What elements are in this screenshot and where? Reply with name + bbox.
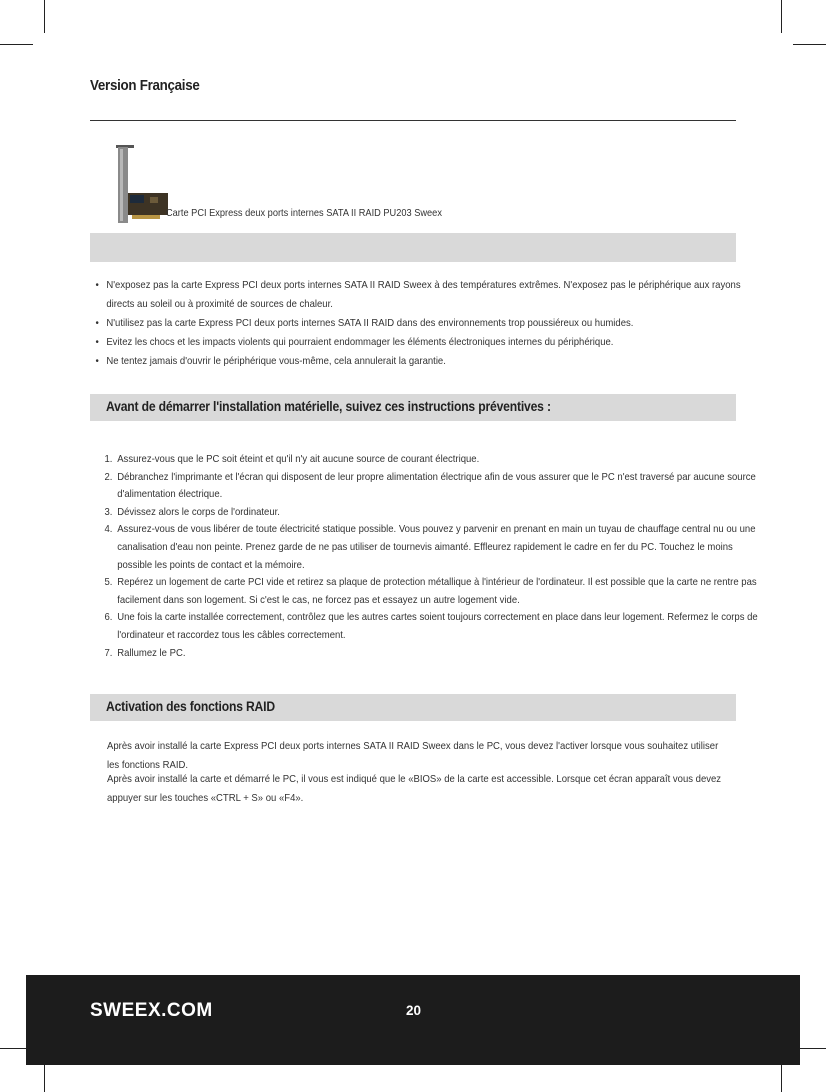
list-item: 6. Une fois la carte installée correctement, contrôlez que les autres cartes soient toujours correctement en place dans leur logement. Refermez le corps de l'ordinateur et raccordez tous les câbles correctement.	[104, 611, 758, 641]
raid-paragraph-1: Après avoir installé la carte Express PCI deux ports internes SATA II RAID Sweex dans le PC, vous devez l'activer lorsque vous souhaitez utiliser les fonctions RAID.	[107, 740, 719, 771]
list-item: 5. Repérez un logement de carte PCI vide et retirez sa plaque de protection métallique à l'intérieur de l'ordinateur. Il est possible que la carte ne rentre pas facilement dans son logement. Si c'est le cas, ne forcez pas et essayez un autre logement vide.	[104, 576, 757, 606]
crop-mark	[781, 0, 782, 33]
list-item: • Evitez les chocs et les impacts violents qui pourraient endommager les éléments électroniques internes du périphérique.	[90, 333, 752, 352]
brand-logo: SWEEX.COM	[90, 1000, 213, 1021]
page-footer	[26, 975, 800, 1065]
list-item: 2. Débranchez l'imprimante et l'écran qui disposent de leur propre alimentation électrique afin de vous assurer que le PC n'est traversé par aucune source d'alimentation électrique.	[104, 470, 756, 501]
raid-paragraph-2: Après avoir installé la carte et démarré le PC, il vous est indiqué que le «BIOS» de la carte est accessible. Lorsque cet écran apparaît vous devez appuyer sur les touches «CTRL + S» ou «F4».	[107, 773, 722, 804]
crop-mark	[0, 44, 33, 45]
crop-mark	[44, 0, 45, 33]
list-item: 1. Assurez-vous que le PC soit éteint et qu'il n'y ait aucune source de courant électrique.	[104, 453, 480, 465]
list-item: • N'exposez pas la carte Express PCI deux ports internes SATA II RAID Sweex à des températures extrêmes. N'exposez pas le périphérique aux rayons directs au soleil ou à proximité de sources de chaleur.	[90, 276, 752, 314]
list-item: 7. Rallumez le PC.	[104, 646, 186, 659]
section-band-preinstall	[90, 394, 736, 421]
preinstall-steps	[90, 451, 758, 662]
page-number: 20	[406, 1003, 422, 1018]
section-band-warnings	[90, 233, 736, 262]
list-item: 4. Assurez-vous de vous libérer de toute électricité statique possible. Vous pouvez y parvenir en prenant en main un tuyau de chauffage central nu ou une canalisation d'eau non peinte. Prenez garde de ne pas utiliser de tournevis aimanté. Effleurez rapidement le cadre en fer du PC. Touchez le moins possible les points de contact et la mémoire.	[104, 523, 756, 571]
section-title: Avant de démarrer l'installation matérielle, suivez ces instructions préventives :	[106, 399, 551, 414]
list-item: 3. Dévissez alors le corps de l'ordinateur.	[104, 505, 280, 518]
crop-mark	[793, 44, 826, 45]
page-language-title: Version Française	[90, 78, 200, 94]
list-item: • Ne tentez jamais d'ouvrir le périphérique vous-même, cela annulerait la garantie.	[90, 352, 752, 371]
list-item: • N'utilisez pas la carte Express PCI deux ports internes SATA II RAID dans des environnements trop poussiéreux ou humides.	[90, 314, 752, 333]
header-divider	[90, 120, 736, 121]
warning-list	[90, 276, 741, 371]
section-title: Activation des fonctions RAID	[106, 699, 275, 714]
pci-card-image	[108, 145, 168, 227]
product-caption: Carte PCI Express deux ports internes SATA II RAID PU203 Sweex	[166, 207, 442, 219]
section-band-raid	[90, 694, 736, 721]
